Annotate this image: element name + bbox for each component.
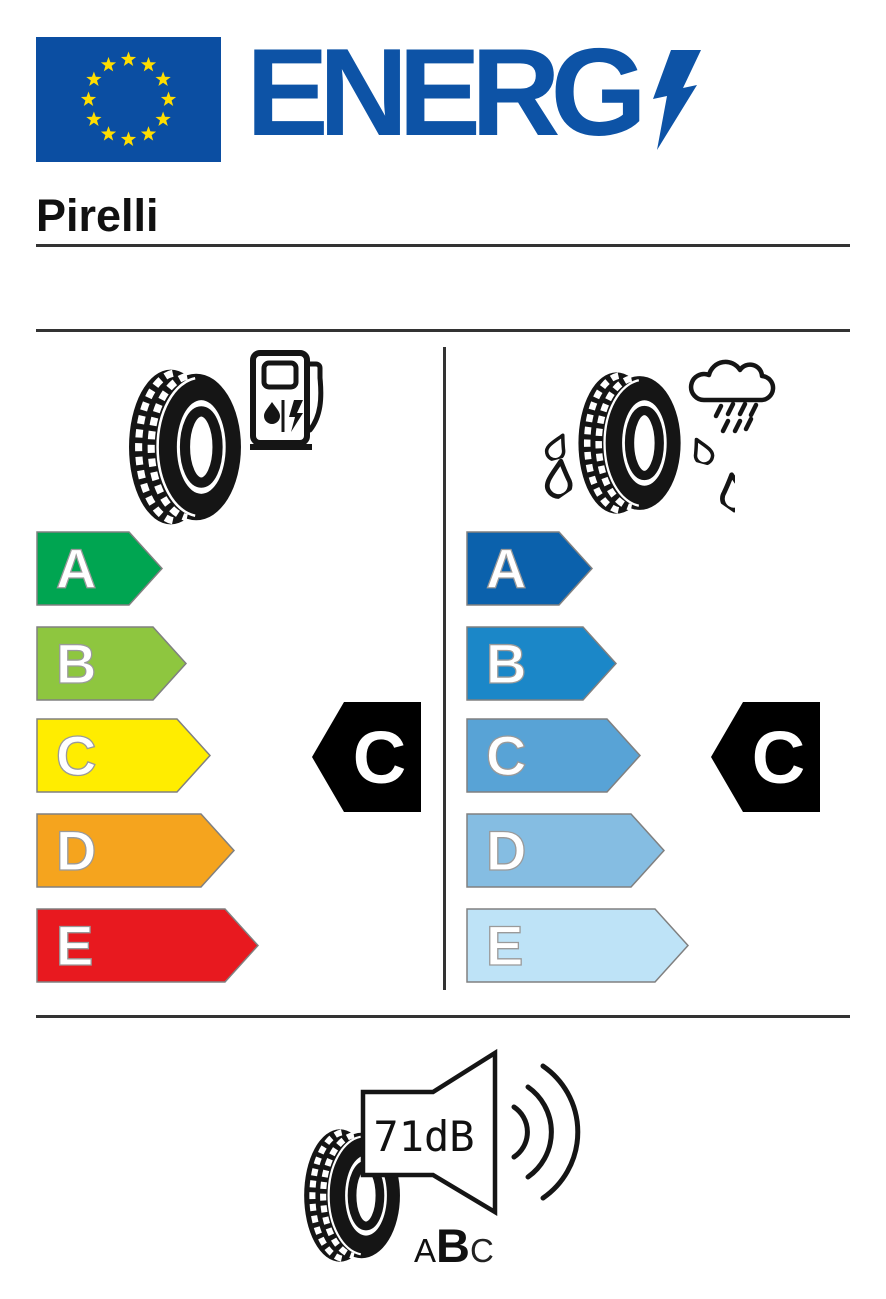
- column-divider: [443, 347, 446, 990]
- wet-class-letter-d: D: [486, 819, 527, 882]
- wet-grip-rating-arrow: [710, 701, 821, 813]
- wet-class-letter-a: A: [486, 537, 527, 600]
- fuel-pump-icon: [250, 350, 326, 454]
- fuel-efficiency-rating-arrow: [311, 701, 422, 813]
- fuel-efficiency-scale: [36, 531, 296, 983]
- wet-grip-scale: [466, 531, 726, 983]
- fuel-class-row-e: [36, 908, 259, 983]
- tire-icon: [128, 368, 243, 526]
- fuel-class-letter-c: C: [56, 724, 97, 787]
- noise-class-scale: [414, 1219, 494, 1272]
- wet-class-row-b: [466, 626, 617, 701]
- wet-class-row-d: [466, 813, 665, 888]
- noise-class-c: C: [469, 1232, 494, 1269]
- wet-class-letter-c: C: [486, 724, 527, 787]
- fuel-class-letter-a: A: [56, 537, 97, 600]
- horizontal-rule-bottom: [36, 1015, 850, 1018]
- wet-class-letter-e: E: [486, 914, 524, 977]
- fuel-efficiency-rating-value: C: [352, 715, 407, 799]
- fuel-class-letter-d: D: [56, 819, 97, 882]
- sound-waves-icon: [514, 1066, 578, 1198]
- wet-class-letter-b: B: [486, 632, 527, 695]
- rain-drops: [716, 404, 756, 431]
- fuel-class-row-c: [36, 718, 211, 793]
- noise-class-b-rating: B: [436, 1219, 470, 1272]
- wet-class-row-e: [466, 908, 689, 983]
- noise-db-value: 71dB: [373, 1112, 475, 1161]
- wet-class-row-c: [466, 718, 641, 793]
- eu-flag: [36, 37, 221, 162]
- noise-class-a: A: [414, 1232, 437, 1269]
- fuel-class-row-d: [36, 813, 235, 888]
- fuel-class-row-b: [36, 626, 187, 701]
- energ-logo: [246, 24, 701, 162]
- wet-class-row-a: [466, 531, 593, 606]
- wet-grip-rating-value: C: [751, 715, 806, 799]
- fuel-class-letter-b: B: [56, 632, 97, 695]
- rain-cloud-icon: [683, 348, 783, 444]
- brand-name: Pirelli: [36, 190, 159, 241]
- horizontal-rule-top: [36, 244, 850, 247]
- fuel-class-letter-e: E: [56, 914, 94, 977]
- horizontal-rule-middle: [36, 329, 850, 332]
- energ-logo-text: ENERG: [246, 24, 637, 162]
- fuel-class-row-a: [36, 531, 163, 606]
- lightning-bolt-icon: [649, 48, 701, 152]
